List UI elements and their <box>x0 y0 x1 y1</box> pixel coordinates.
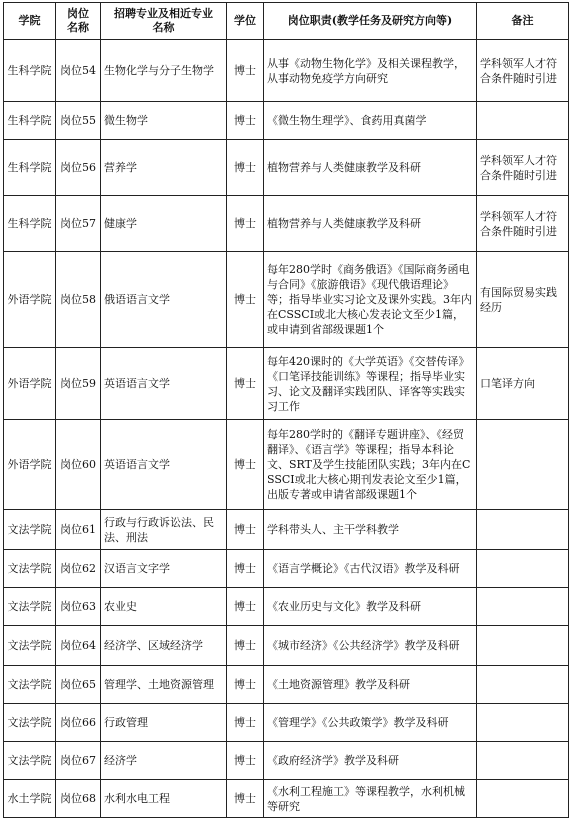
college-cell: 生科学院 <box>4 40 56 102</box>
note-cell <box>477 704 569 742</box>
degree-cell: 博士 <box>227 252 264 348</box>
duty-cell: 植物营养与人类健康教学及科研 <box>264 140 477 196</box>
table-row <box>4 348 569 420</box>
college-cell: 文法学院 <box>4 742 56 780</box>
post-cell: 岗位66 <box>56 704 101 742</box>
note-cell: 有国际贸易实践经历 <box>477 252 569 348</box>
major-cell: 行政与行政诉讼法、民法、刑法 <box>101 510 227 550</box>
post-cell: 岗位56 <box>56 140 101 196</box>
post-cell: 岗位67 <box>56 742 101 780</box>
major-cell: 健康学 <box>101 196 227 252</box>
duty-cell: 《微生物生理学》、食药用真菌学 <box>264 102 477 140</box>
college-cell: 生科学院 <box>4 196 56 252</box>
degree-cell: 博士 <box>227 780 264 818</box>
post-cell: 岗位65 <box>56 666 101 704</box>
table-body <box>4 40 569 818</box>
major-cell: 经济学 <box>101 742 227 780</box>
major-cell: 英语语言文学 <box>101 420 227 510</box>
post-cell: 岗位57 <box>56 196 101 252</box>
duty-cell: 《语言学概论》《古代汉语》教学及科研 <box>264 550 477 588</box>
college-cell: 文法学院 <box>4 588 56 626</box>
duty-cell: 每年420课时的《大学英语》《交替传译》《口笔译技能训练》等课程；指导毕业实习、论文及翻译实践团队、译客等实践实习工作 <box>264 348 477 420</box>
college-cell: 文法学院 <box>4 510 56 550</box>
duty-cell: 《农业历史与文化》教学及科研 <box>264 588 477 626</box>
college-cell: 生科学院 <box>4 102 56 140</box>
duty-cell: 《城市经济》《公共经济学》教学及科研 <box>264 626 477 666</box>
degree-cell: 博士 <box>227 666 264 704</box>
major-cell: 英语语言文学 <box>101 348 227 420</box>
header-major: 招聘专业及相近专业 名称 <box>101 3 227 40</box>
table-row <box>4 252 569 348</box>
post-cell: 岗位64 <box>56 626 101 666</box>
college-cell: 文法学院 <box>4 626 56 666</box>
post-cell: 岗位54 <box>56 40 101 102</box>
duty-cell: 从事《动物生物化学》及相关课程教学，从事动物免疫学方向研究 <box>264 40 477 102</box>
table-row <box>4 588 569 626</box>
table-row <box>4 102 569 140</box>
college-cell: 生科学院 <box>4 140 56 196</box>
degree-cell: 博士 <box>227 742 264 780</box>
degree-cell: 博士 <box>227 196 264 252</box>
college-cell: 文法学院 <box>4 550 56 588</box>
note-cell <box>477 626 569 666</box>
duty-cell: 植物营养与人类健康教学及科研 <box>264 196 477 252</box>
major-cell: 农业史 <box>101 588 227 626</box>
note-cell <box>477 666 569 704</box>
college-cell: 水土学院 <box>4 780 56 818</box>
note-cell <box>477 102 569 140</box>
header-degree: 学位 <box>227 3 264 40</box>
header-post: 岗位 名称 <box>56 3 101 40</box>
duty-cell: 《政府经济学》教学及科研 <box>264 742 477 780</box>
post-cell: 岗位58 <box>56 252 101 348</box>
degree-cell: 博士 <box>227 510 264 550</box>
recruitment-table <box>3 2 569 818</box>
major-cell: 汉语言文字学 <box>101 550 227 588</box>
note-cell <box>477 742 569 780</box>
major-cell: 水利水电工程 <box>101 780 227 818</box>
note-cell: 学科领军人才符合条件随时引进 <box>477 140 569 196</box>
major-cell: 俄语语言文学 <box>101 252 227 348</box>
post-cell: 岗位63 <box>56 588 101 626</box>
table-row <box>4 742 569 780</box>
table-row <box>4 626 569 666</box>
post-cell: 岗位61 <box>56 510 101 550</box>
header-note: 备注 <box>477 3 569 40</box>
note-cell <box>477 420 569 510</box>
duty-cell: 《水利工程施工》等课程教学，水利机械等研究 <box>264 780 477 818</box>
duty-cell: 《管理学》《公共政策学》教学及科研 <box>264 704 477 742</box>
major-cell: 管理学、土地资源管理 <box>101 666 227 704</box>
degree-cell: 博士 <box>227 588 264 626</box>
college-cell: 文法学院 <box>4 704 56 742</box>
note-cell <box>477 550 569 588</box>
degree-cell: 博士 <box>227 550 264 588</box>
major-cell: 微生物学 <box>101 102 227 140</box>
degree-cell: 博士 <box>227 420 264 510</box>
major-cell: 行政管理 <box>101 704 227 742</box>
degree-cell: 博士 <box>227 704 264 742</box>
note-cell: 学科领军人才符合条件随时引进 <box>477 40 569 102</box>
table-header-row <box>4 3 569 40</box>
table-row <box>4 140 569 196</box>
degree-cell: 博士 <box>227 140 264 196</box>
duty-cell: 每年280学时《商务俄语》《国际商务函电与合同》《旅游俄语》《现代俄语理论》等；指导毕业实习论文及课外实践。3年内在CSSCI或北大核心发表论文至少1篇，或申请到省部级课题1个 <box>264 252 477 348</box>
post-cell: 岗位60 <box>56 420 101 510</box>
table-row <box>4 550 569 588</box>
table-row <box>4 510 569 550</box>
note-cell: 学科领军人才符合条件随时引进 <box>477 196 569 252</box>
duty-cell: 每年280学时的《翻译专题讲座》、《经贸翻译》、《语言学》等课程；指导本科论文、SRT及学生技能团队实践；3年内在CSSCI或北大核心期刊发表论文至少1篇，出版专著或申请省部级课题1个 <box>264 420 477 510</box>
college-cell: 文法学院 <box>4 666 56 704</box>
post-cell: 岗位62 <box>56 550 101 588</box>
table-row <box>4 704 569 742</box>
major-cell: 生物化学与分子生物学 <box>101 40 227 102</box>
degree-cell: 博士 <box>227 102 264 140</box>
college-cell: 外语学院 <box>4 348 56 420</box>
header-college: 学院 <box>4 3 56 40</box>
note-cell <box>477 588 569 626</box>
post-cell: 岗位59 <box>56 348 101 420</box>
major-cell: 经济学、区域经济学 <box>101 626 227 666</box>
major-cell: 营养学 <box>101 140 227 196</box>
note-cell: 口笔译方向 <box>477 348 569 420</box>
degree-cell: 博士 <box>227 348 264 420</box>
degree-cell: 博士 <box>227 626 264 666</box>
note-cell <box>477 510 569 550</box>
table-row <box>4 666 569 704</box>
header-duty: 岗位职责(教学任务及研究方向等) <box>264 3 477 40</box>
note-cell <box>477 780 569 818</box>
college-cell: 外语学院 <box>4 252 56 348</box>
degree-cell: 博士 <box>227 40 264 102</box>
post-cell: 岗位68 <box>56 780 101 818</box>
duty-cell: 《土地资源管理》教学及科研 <box>264 666 477 704</box>
table-row <box>4 40 569 102</box>
duty-cell: 学科带头人、主干学科教学 <box>264 510 477 550</box>
table-row <box>4 420 569 510</box>
table-row <box>4 196 569 252</box>
post-cell: 岗位55 <box>56 102 101 140</box>
college-cell: 外语学院 <box>4 420 56 510</box>
table-row <box>4 780 569 818</box>
